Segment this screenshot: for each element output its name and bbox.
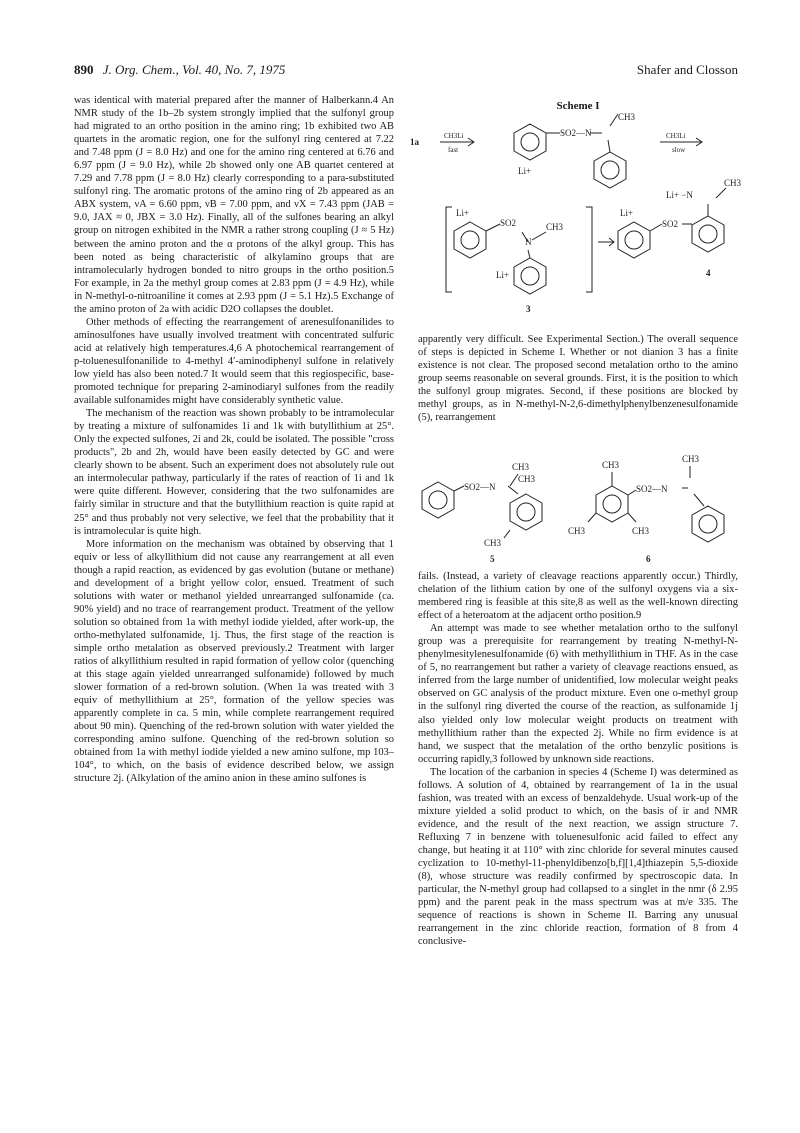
methyl-label: CH3 <box>724 178 742 188</box>
methyl-label: CH3 <box>618 112 636 122</box>
methyl-label: CH3 <box>568 526 586 536</box>
compound-label-1a: 1a <box>410 137 419 147</box>
paragraph: The mechanism of the reaction was shown probably to be intramolecular by treating a mixture of sulfonamides 1i and 1k with butyllithium at 25°. Only the expected sulfones, 2i and 2k, could be isolated. The possible "cross products", 2b and 2h, would have been easily detected by GC and were clearly shown to be absent. Such an experiment does not absolutely rule out an intermolecular pathway, particularly if the rates of reaction of 1i and 1k were quite different. However, considering that the two sulfonamides are fairly similar in structure and that the butyllithium reaction is quite rapid at 25° and thus probably not very selective, we feel that the probability that it is intramolecular is quite high. <box>74 408 394 537</box>
sulfonyl-label: SO2 <box>500 218 517 228</box>
methyl-label: CH3 <box>518 474 536 484</box>
page-header <box>74 62 738 82</box>
scheme-title: Scheme I <box>556 100 600 112</box>
paragraph: fails. (Instead, a variety of cleavage reactions apparently occur.) Thirdly, chelation of the lithium cation by one of the sulfonyl oxygens via a six-membered ring is feasible at this site,8 as well as the well-known directing effect of a heteroatom at the adjacent ortho position.9 <box>418 571 738 622</box>
paragraph: More information on the mechanism was obtained by observing that 1 equiv or less of alkyllithium did not cause any rearrangement at all even though a rapid reaction, as evidenced by gas evolution (butane or methane) and development of a bright yellow color, ensued. Treatment of such solutions with water or methanol yielded unrearranged sulfonamide (ca. 90% yield) and no trace of rearrangement product. Treatment of the yellow solution so obtained from 1a with methyl iodide yielded, after work-up, the ortho-methylated sulfonamide, 1j. Thus, the first stage of the reaction is simple ortho metalation as observed previously.2 Treatment with larger ratios of alkyllithium resulted in rapid formation of yellow color (quenching at this stage again yielded unrearranged sulfonamide) followed by much slower formation of a red-brown solution. (When 1a was treated with 3 equiv of methyllithium at 25°, formation of the yellow species was apparently complete in ca. 5 min, while complete rearrangement required about 90 min). Quenching of the red-brown solution with water yielded the corresponding amino sulfone. Quenching of the red-brown solution so obtained from 1a with methyl iodide yielded a new amino sulfone, mp 103–104°, to which, on the basis of evidence described below, we assign structure 2j. (Alkylation of the amino anion in these amino sulfones is <box>74 538 394 785</box>
compound-label-4: 4 <box>706 268 711 278</box>
paragraph: The location of the carbanion in species 4 (Scheme I) was determined as follows. A solution of 4, obtained by rearrangement of 1a in the usual fashion, was treated with an excess of benzaldehyde. Usual work-up of the mixture yielded a solid product to which, on the basis of ir and NMR evidence, and the result of the next reaction, we assign structure 7. Refluxing 7 in benzene with toluenesulfonic acid failed to effect any change, but heating it at 110° with zinc chloride for several minutes caused cyclization to 10-methyl-11-phenyldibenzo[b,f][1,4]thiazepin 5,5-dioxide (8), whose structure was readily confirmed by spectroscopic data. In particular, the N-methyl group had collapsed to a singlet in the nmr (δ 2.95 ppm) and the parent peak in the mass spectrum was at m/e 335. The sequence of reactions is shown in Scheme II. Barring any unusual rearrangement in the zinc chloride reaction, formation of 8 from 4 conclusive- <box>418 766 738 948</box>
lithium-label: Li+ <box>496 270 510 280</box>
lithium-label: Li+ <box>518 166 532 176</box>
compound-label-6: 6 <box>646 554 651 564</box>
compound-label-5: 5 <box>490 554 495 564</box>
page-number: 890 <box>74 62 94 77</box>
nitrogen-label: N <box>525 237 532 247</box>
left-column <box>74 94 394 785</box>
lithium-label: Li+ <box>620 208 634 218</box>
arrow-label: slow <box>672 146 686 154</box>
methyl-label: CH3 <box>682 454 700 464</box>
compound-label-3: 3 <box>526 304 531 314</box>
arrow-label: CH3Li <box>444 132 464 140</box>
scheme-one-diagram <box>410 112 750 322</box>
methyl-label: CH3 <box>602 460 620 470</box>
running-authors: Shafer and Closson <box>636 62 738 77</box>
lithium-label: Li+ <box>456 208 470 218</box>
sulfonyl-amine-label: SO2—N <box>636 484 668 494</box>
sulfonyl-amine-label: SO2—N <box>464 482 496 492</box>
paragraph: apparently very difficult. See Experimental Section.) The overall sequence of steps is depicted in Scheme I. Whether or not dianion 3 has a finite existence is not clear. The proposed second metalation ortho to the amino group seems reasonable on several grounds. First, it is the position to which the sulfonyl group migrates. Second, if these positions are blocked by methyl groups, as in N-methyl-N-2,6-dimethylphenylbenzenesulfonamide (5), rearrangement <box>418 334 738 424</box>
methyl-label: CH3 <box>546 222 564 232</box>
right-column <box>418 570 738 948</box>
paragraph: was identical with material prepared after the manner of Halberkann.4 An NMR study of the 1b–2b system strongly implied that the sulfonyl group had migrated to an ortho position in the amino ring; 1b exhibited two AB quartets in the aromatic region, one for the sulfonyl ring centered at 7.22 and 7.48 ppm (J = 8.0 Hz) and one for the amino ring centered at 6.76 and 6.97 ppm (J = 9.0 Hz), while 2b showed only one AB quartet centered at 7.29 and 7.78 ppm (J = 8.0 Hz) clearly corresponding to a para-substituted sulfonyl ring. The aromatic protons of the amino ring of 2b appeared as an ABX system, νA = 6.60 ppm, νB = 7.00 ppm, and νX = 7.43 ppm (JAB = 9.0, JAX ≈ 0, JBX = 3.0 Hz). Finally, all of the sulfones bearing an alkyl group on nitrogen exhibited in the NMR a rather strong coupling (J ≈ 5 Hz) between the amino proton and the α protons of the alkyl group. This has been noted as being characteristic of alkylamino groups that are intramolecularly hydrogen bonded to nitro groups in the ortho position.5 For example, in 2a the methyl group comes at 2.83 ppm (J = 4.9 Hz), while in N-methyl-o-nitroaniline it comes at 2.93 ppm (J = 5.1 Hz).5 Exchange of the amino proton of 2a with acidic D2O collapses the doublet. <box>74 95 394 315</box>
structures-five-six <box>418 450 758 565</box>
methyl-label: CH3 <box>512 462 530 472</box>
paragraph: Other methods of effecting the rearrangement of arenesulfonanilides to aminosulfones have usually involved treatment with concentrated sulfuric acid at relatively high temperatures.4,6 A photochemical rearrangement of p-toluenesulfonanilide to 4-methyl 4′-aminodiphenyl sulfone in relatively low yield has also been noted.7 It would seem that this regiospecific, base-promoted technique for preparing 2-aminodiaryl sulfones from the readily available sulfonamides might have considerably synthetic value. <box>74 316 394 407</box>
sulfonyl-amine-label: SO2—N <box>560 128 592 138</box>
arrow-label: CH3Li <box>666 132 686 140</box>
right-column-top <box>418 333 738 424</box>
methyl-label: CH3 <box>484 538 502 548</box>
arrow-label: fast <box>448 146 459 154</box>
sulfonyl-label: SO2 <box>662 219 679 229</box>
methyl-label: CH3 <box>632 526 650 536</box>
journal-citation: J. Org. Chem., Vol. 40, No. 7, 1975 <box>102 62 286 77</box>
lithium-amide-label: Li+ −N <box>666 190 693 200</box>
paragraph: An attempt was made to see whether metalation ortho to the sulfonyl group was a prerequisite for rearrangement by treating N-methyl-N-phenylmesitylenesulfonamide (6) with methyllithium in THF. As in the case of 5, no rearrangement but rather a variety of cleavage reactions ensued, as inferred from the large number of unidentified, low molecular weight peaks observed on GC analysis of the product mixture. Even one o-methyl group in the sulfonyl ring diverted the course of the reaction, as sulfonamide 1j also yielded only low molecular weight products on treatment with methyllithium rather than the expected 2j. While no firm evidence is at hand, we suspect that the metalation of the ortho benzylic positions is occurring rapidly,3 followed by unknown side reactions. <box>418 623 738 765</box>
